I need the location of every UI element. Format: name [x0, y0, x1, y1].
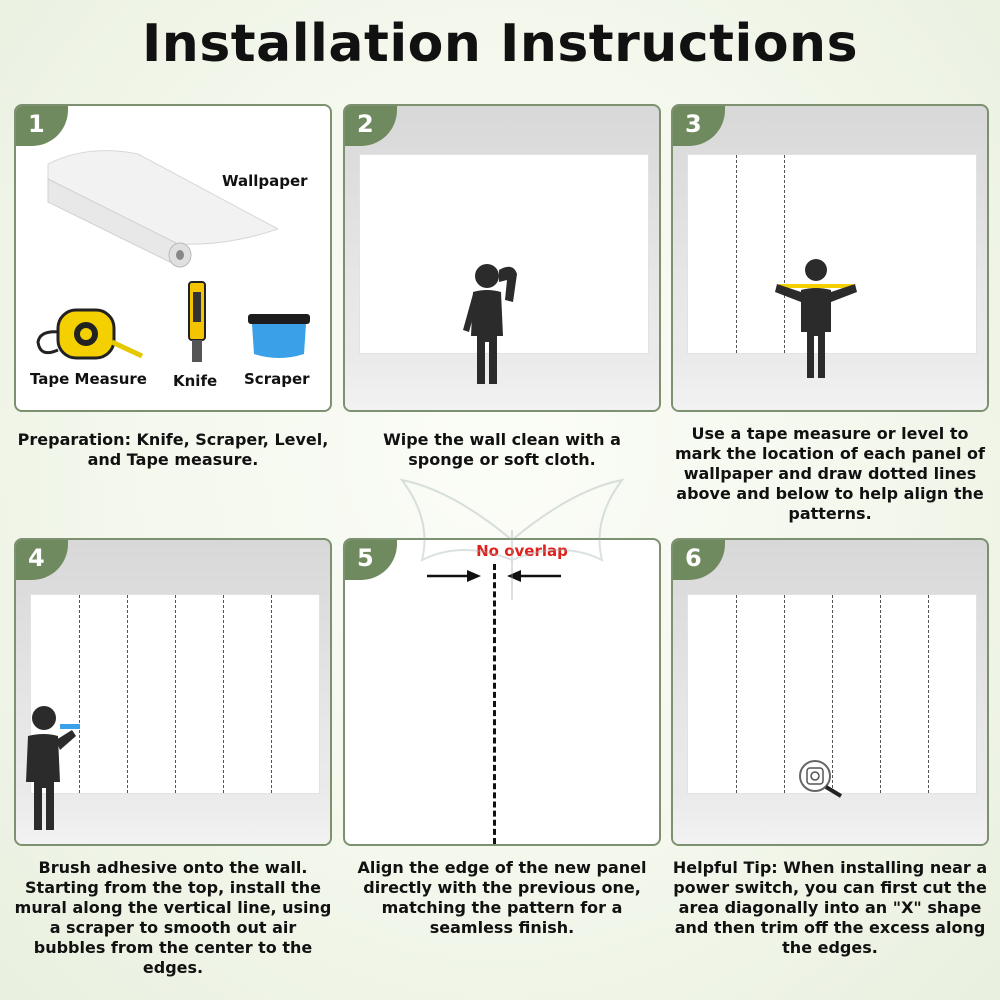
step-5-caption: Align the edge of the new panel directly with the previous one, matching the pattern for a seamless finish.: [357, 858, 647, 937]
step-4-panel: [14, 538, 332, 846]
step-6-caption: Helpful Tip: When installing near a power switch, you can first cut the area diagonally into an "X" shape and then trim off the excess along the edges.: [672, 858, 988, 957]
tape-measure-label: Tape Measure: [30, 370, 147, 388]
scraper-label: Scraper: [244, 370, 310, 388]
step-2-badge: 2: [343, 104, 397, 146]
wallpaper-label: Wallpaper: [222, 172, 308, 190]
power-outlet-magnifier-icon: [797, 758, 849, 800]
person-measuring-icon: [771, 256, 861, 382]
step-6-panel: [671, 538, 989, 846]
step-4-caption: Brush adhesive onto the wall. Starting from the top, install the mural along the vertical line, using a scraper to smooth out air bubbles from the center to the edges.: [14, 858, 332, 977]
step-1-caption: Preparation: Knife, Scraper, Level, and Tape measure.: [17, 430, 329, 469]
no-overlap-label: No overlap: [476, 542, 568, 560]
page-title: Installation Instructions: [141, 14, 859, 74]
step-3-badge: 3: [671, 104, 725, 146]
person-scraping-icon: [18, 704, 88, 834]
step-2-caption: Wipe the wall clean with a sponge or soft cloth.: [383, 430, 621, 469]
step-2-panel: [343, 104, 661, 412]
step-3-caption: Use a tape measure or level to mark the location of each panel of wallpaper and draw dotted lines above and below to help align the patterns.: [675, 424, 985, 523]
scraper-icon: [246, 312, 312, 362]
knife-icon: [184, 280, 212, 366]
step-3-panel: [671, 104, 989, 412]
watermark-emblem: [392, 470, 632, 610]
step-6-badge: 6: [671, 538, 725, 580]
tape-measure-icon: [30, 302, 150, 372]
step-5-badge: 5: [343, 538, 397, 580]
knife-label: Knife: [173, 372, 218, 390]
step-1-panel: [14, 104, 332, 412]
wallpaper-roll-icon: [28, 134, 278, 284]
step-4-badge: 4: [14, 538, 68, 580]
step-1-badge: 1: [14, 104, 68, 146]
person-wiping-icon: [455, 258, 535, 388]
